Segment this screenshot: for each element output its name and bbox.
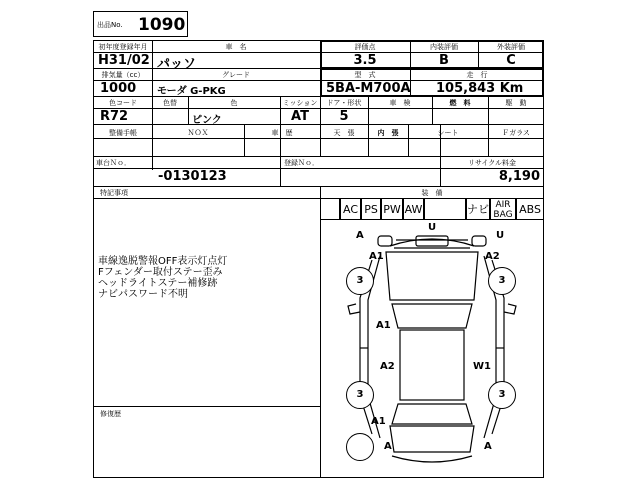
label-glass: Ｆガラス <box>502 129 530 137</box>
value-chassis: -0130123 <box>158 169 227 184</box>
mark-left-rear-door: A2 <box>380 361 395 372</box>
label-color-type: 色替 <box>163 99 177 107</box>
label-registration: 登録Ｎｏ． <box>284 159 319 167</box>
mark-front-left: A <box>356 230 364 241</box>
label-grade: グレード <box>222 71 250 79</box>
label-fuel: 燃 料 <box>449 99 471 107</box>
value-transmission: AT <box>291 109 309 124</box>
value-mileage: 105,843 Km <box>436 81 524 96</box>
mark-rear-right: A <box>484 441 492 452</box>
label-year: 初年度登録年月 <box>98 43 148 51</box>
label-model: 車 名 <box>225 43 247 51</box>
value-model-code: 5BA-M700A <box>326 81 411 96</box>
label-interior: 内装評価 <box>430 43 458 51</box>
label-equipment-book: 整備手帳 <box>109 129 137 137</box>
lot-label: 出品No. <box>97 21 123 29</box>
value-score: 3.5 <box>353 53 377 68</box>
value-doors: 5 <box>339 109 349 124</box>
note-item: ヘッドライトステー補修跡 <box>98 278 218 289</box>
label-doors: ドア・形状 <box>326 99 362 107</box>
wheel-front-left: 3 <box>346 267 374 295</box>
label-remarks: 特記事項 <box>100 189 128 197</box>
equip-ps: PS <box>361 198 381 220</box>
label-roof: 天 張 <box>333 129 355 137</box>
wheel-rear-right: 3 <box>488 381 516 409</box>
label-recycle: リサイクル料金 <box>467 159 517 167</box>
value-recycle: 8,190 <box>498 169 540 184</box>
note-item: Fフェンダー取付ステー歪み <box>98 267 223 278</box>
label-exterior: 外装評価 <box>497 43 525 51</box>
equip-aw: AW <box>403 198 424 220</box>
wheel-front-right: 3 <box>488 267 516 295</box>
note-item: 車線逸脱警報OFF表示灯点灯 <box>98 256 228 267</box>
label-mileage: 走 行 <box>466 71 488 79</box>
remarks-list <box>98 256 318 300</box>
value-interior: B <box>439 53 449 68</box>
spare-tire <box>346 433 374 461</box>
label-chassis: 車台Ｎｏ． <box>96 159 131 167</box>
label-transmission: ミッション <box>282 99 318 107</box>
value-color-code: R72 <box>100 109 129 124</box>
label-drive: 駆 動 <box>505 99 527 107</box>
label-equipment: 装 備 <box>421 189 443 197</box>
value-model: パッソ <box>157 57 197 72</box>
mark-front: U <box>428 222 437 233</box>
equip-abs: ABS <box>516 198 544 220</box>
value-color: ピンク <box>192 115 222 126</box>
equip-spacer <box>320 198 340 220</box>
label-repair: 修復歴 <box>100 410 121 418</box>
label-history: 車 歴 <box>271 129 293 137</box>
mark-left-headlamp: A1 <box>369 251 384 262</box>
value-displacement: 1000 <box>100 81 137 96</box>
label-color-code: 色コード <box>109 99 137 107</box>
equip-ac: AC <box>340 198 361 220</box>
value-grade: モーダ G-PKG <box>157 86 226 97</box>
mark-left-front-door: A1 <box>376 320 391 331</box>
equip-airbag: AIR BAG <box>490 198 516 220</box>
wheel-rear-left: 3 <box>346 381 374 409</box>
mark-front-right: U <box>496 230 505 241</box>
value-exterior: C <box>506 53 516 68</box>
equipment-row <box>320 198 544 220</box>
label-inspection: 車 検 <box>389 99 411 107</box>
label-interior-trim: 内 張 <box>377 129 399 137</box>
label-model-code: 型 式 <box>354 71 376 79</box>
equip-blank <box>424 198 466 220</box>
label-score: 評価点 <box>354 43 376 51</box>
mark-left-rear-quarter: A1 <box>371 416 386 427</box>
mark-right-rear-door: W1 <box>473 361 491 372</box>
mark-right-headlamp: A2 <box>485 251 500 262</box>
lot-box <box>93 11 188 37</box>
note-item: ナビパスワード不明 <box>98 289 188 300</box>
label-displacement: 排気量（cc） <box>101 71 145 79</box>
value-year: H31/02 <box>98 53 150 68</box>
equip-navi: ナビ <box>466 198 490 220</box>
mark-rear-left: A <box>384 441 392 452</box>
lot-number: 1090 <box>138 15 186 35</box>
equip-pw: PW <box>381 198 403 220</box>
label-nox: ＮＯＸ <box>187 129 209 137</box>
label-seat: シート <box>437 129 459 137</box>
label-color: 色 <box>230 99 238 107</box>
